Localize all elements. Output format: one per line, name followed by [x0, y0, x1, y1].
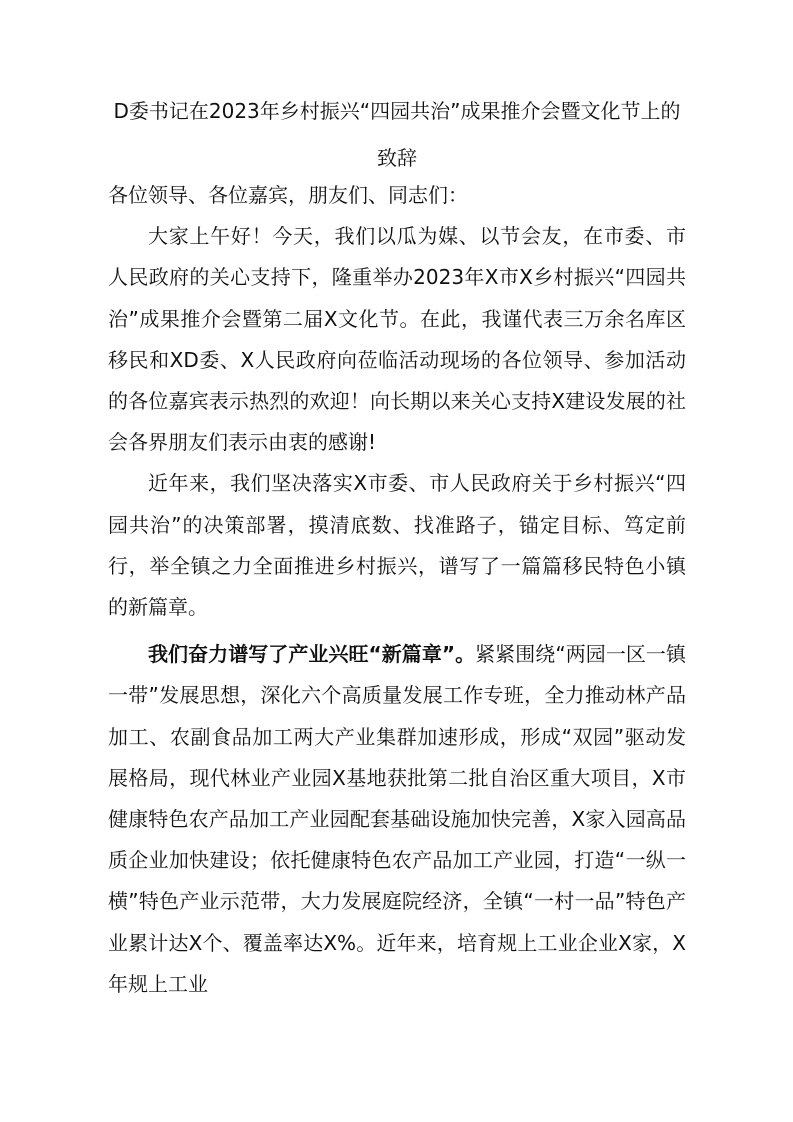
document-body	[108, 175, 686, 1005]
document-title: D委书记在2023年乡村振兴“四园共治”成果推介会暨文化节上的致辞	[113, 99, 681, 170]
paragraph-industry	[108, 634, 686, 1005]
paragraph-overview: 近年来，我们坚决落实X市委、市人民政府关于乡村振兴“四园共治”的决策部署，摸清底数、找准路子，锚定目标、笃定前行，举全镇之力全面推进乡村振兴，谱写了一篇篇移民特色小镇的新篇章。	[108, 471, 686, 620]
salutation: 各位领导、各位嘉宾，朋友们、同志们：	[108, 183, 468, 207]
section-text-industry: 紧紧围绕“两园一区一镇一带”发展思想，深化六个高质量发展工作专班，全力推动林产品加工、农副食品加工两大产业集群加速形成，形成“双园”驱动发展格局，现代林业产业园X基地获批第二批自治区重大项目，X市健康特色农产品加工产业园配套基础设施加快完善，X家入园高品质企业加快建设；依托健康特色农产品加工产业园，打造“一纵一横”特色产业示范带，大力发展庭院经济，全镇“一村一品”特色产业累计达X个、覆盖率达X%。近年来，培育规上工业企业X家，X年规上工业	[108, 642, 686, 996]
paragraph-greeting: 大家上午好！今天，我们以瓜为媒、以节会友，在市委、市人民政府的关心支持下，隆重举办2023年X市X乡村振兴“四园共治”成果推介会暨第二届X文化节。在此，我谨代表三万余名库区移民和XD委、X人民政府向莅临活动现场的各位领导、参加活动的各位嘉宾表示热烈的欢迎！向长期以来关心支持X建设发展的社会各界朋友们表示由衷的感谢!	[108, 224, 686, 455]
section-heading-industry: 我们奋力谱写了产业兴旺“新篇章”。	[148, 642, 476, 667]
